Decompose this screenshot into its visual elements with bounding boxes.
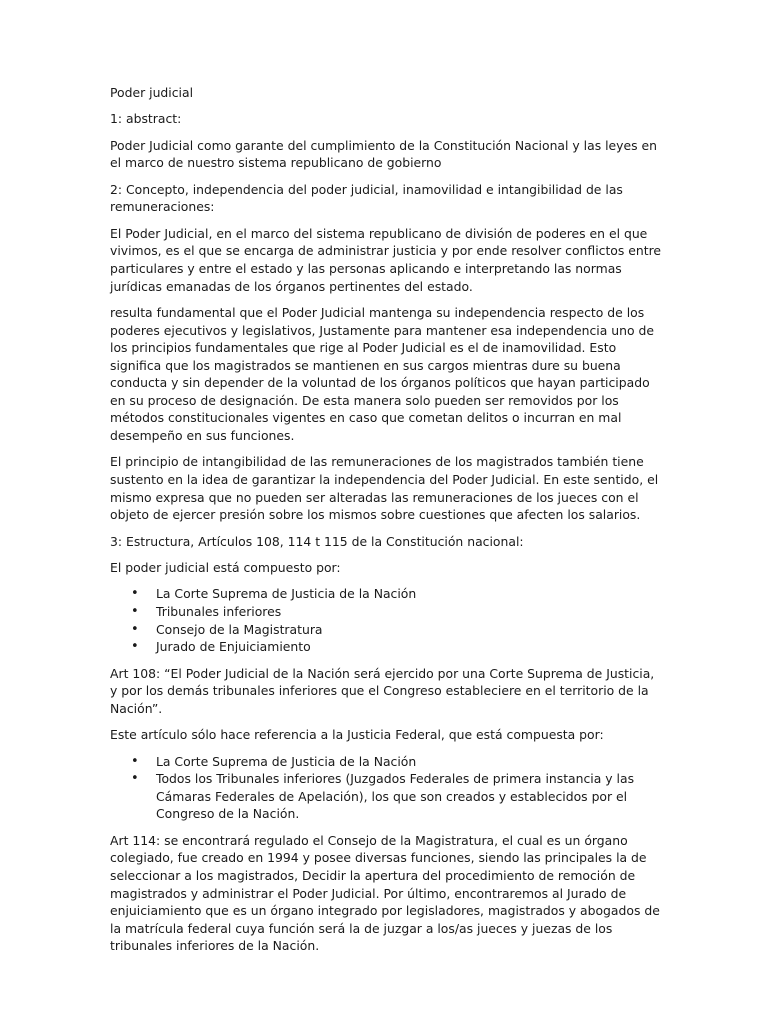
list-item: • Consejo de la Magistratura — [156, 621, 662, 639]
section-2-heading: 2: Concepto, independencia del poder judicial, inamovilidad e intangibilidad de las remuneraciones: — [110, 181, 623, 215]
section-2-paragraph-2: resulta fundamental que el Poder Judicial mantenga su independencia respecto de los poderes ejecutivos y legislativos, Justamente para mantener esa independencia uno de los principios fundamentales que rige al Poder Judicial es el de inamovilidad. Esto significa que los magistrados se mantienen en sus cargos mientras dure su buena conducta y sin depender de la voluntad de los órganos políticos que hayan participado en su proceso de designación. De esta manera solo pueden ser removidos por los métodos constitucionales vigentes en caso que cometan delitos o incurran en mal desempeño en sus funciones. — [110, 304, 654, 444]
section-2-paragraph-1: El Poder Judicial, en el marco del sistema republicano de división de poderes en el que vivimos, es el que se encarga de administrar justicia y por ende resolver conflictos entre particulares y entre el estado y las personas aplicando e interpretando las normas jurídicas emanadas de los órganos pertinentes del estado. — [110, 225, 662, 294]
article-114-paragraph: Art 114: se encontrará regulado el Consejo de la Magistratura, el cual es un órgano colegiado, fue creado en 1994 y posee diversas funciones, siendo las principales la de seleccionar a los magistrados, Decidir la apertura del procedimiento de remoción de magistrados y administrar el Poder Judicial. Por último, encontraremos al Jurado de enjuiciamiento que es un órgano integrado por legisladores, magistrados y abogados de la matrícula federal cuya función será la de juzgar a los/as jueces y juezas de los tribunales inferiores de la Nación. — [110, 832, 660, 954]
list-item: • Todos los Tribunales inferiores (Juzgados Federales de primera instancia y las Cámaras Federales de Apelación), los que son creados y establecidos por el Congreso de la Nación. — [156, 770, 662, 823]
document-page — [110, 84, 662, 964]
list-item: • Tribunales inferiores — [156, 603, 662, 621]
composition-list — [110, 585, 662, 655]
list-item: • La Corte Suprema de Justicia de la Nación — [156, 753, 662, 771]
section-1-paragraph: Poder Judicial como garante del cumplimiento de la Constitución Nacional y las leyes en el marco de nuestro sistema republicano de gobierno — [110, 137, 657, 171]
section-3-intro: El poder judicial está compuesto por: — [110, 560, 341, 576]
section-3-heading: 3: Estructura, Artículos 108, 114 t 115 de la Constitución nacional: — [110, 533, 524, 549]
article-108-paragraph: Art 108: “El Poder Judicial de la Nación será ejercido por una Corte Suprema de Justicia, y por los demás tribunales inferiores que el Congreso estableciere en el territorio de la Nación”. — [110, 665, 655, 716]
section-1-heading: 1: abstract: — [110, 111, 182, 127]
section-2-paragraph-3: El principio de intangibilidad de las remuneraciones de los magistrados también tiene sustento en la idea de garantizar la independencia del Poder Judicial. En este sentido, el mismo expresa que no pueden ser alteradas las remuneraciones de los jueces con el objeto de ejercer presión sobre los mismos sobre cuestiones que afecten los salarios. — [110, 454, 659, 523]
list-item: • La Corte Suprema de Justicia de la Nación — [156, 585, 662, 603]
list-item: • Jurado de Enjuiciamiento — [156, 638, 662, 656]
document-title: Poder judicial — [110, 85, 194, 100]
article-108-note: Este artículo sólo hace referencia a la Justicia Federal, que está compuesta por: — [110, 727, 604, 743]
federal-justice-list — [110, 753, 662, 823]
